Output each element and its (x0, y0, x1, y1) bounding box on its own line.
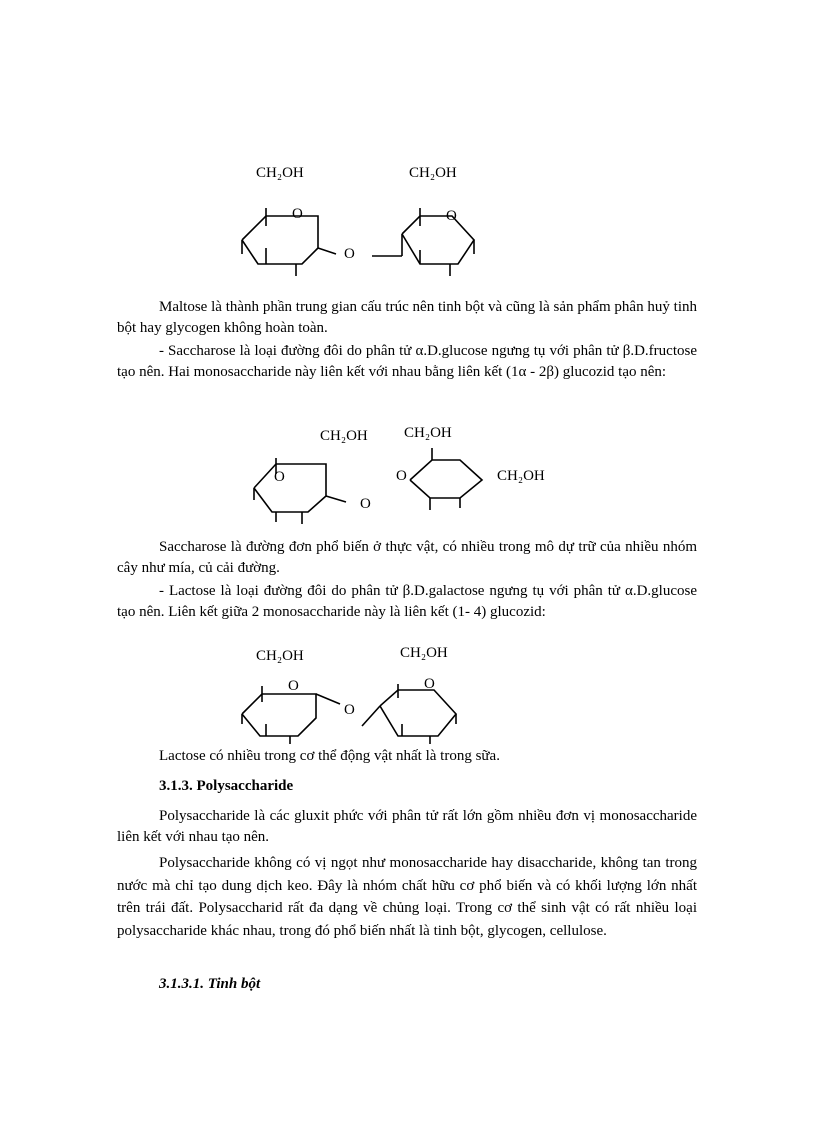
paragraph-lactose: Lactose có nhiều trong cơ thể động vật nhất là trong sữa. (159, 748, 500, 764)
maltose-structure-diagram (0, 150, 816, 280)
paragraph-saccharose: Saccharose là đường đơn phổ biến ở thực vật, có nhiều trong mô dự trữ của nhiều nhóm cây như mía, củ cải đường. (117, 539, 697, 576)
saccharose-right-ring (410, 460, 482, 498)
saccharose-ch2oh-right-top: CH₂OH (404, 425, 452, 441)
lactose-right-ring (380, 690, 456, 736)
maltose-ring-o-left: O (292, 206, 303, 222)
lactose-bridge-o: O (344, 702, 355, 718)
lactose-ch2oh-right: CH₂OH (400, 645, 448, 661)
saccharose-ch2oh-left: CH₂OH (320, 428, 368, 444)
paragraph-polysaccharide-definition: Polysaccharide là các gluxit phức với phân tử rất lớn gồm nhiều đơn vị monosaccharide liên kết với nhau tạo nên. (117, 808, 697, 845)
saccharose-left-ring (254, 464, 326, 512)
saccharose-structure-svg (0, 418, 816, 528)
paragraph-polysaccharide-properties: Polysaccharide không có vị ngọt như monosaccharide hay disaccharide, không tan trong nước mà chỉ tạo dung dịch keo. Đây là nhóm chất hữu cơ phổ biến và có khối lượng lớn nhất trên trái đất. Polysaccharid rất đa dạng về chủng loại. Trong cơ thể sinh vật có rất nhiều loại polysaccharide khác nhau, trong đó phổ biến nhất là tinh bột, glycogen, cellulose. (117, 855, 697, 939)
maltose-ch2oh-right: CH₂OH (409, 165, 457, 181)
paragraph-lactose-intro: - Lactose là loại đường đôi do phân tử β.D.galactose ngưng tụ với phân tử α.D.glucose tạo nên. Liên kết giữa 2 monosaccharide này là liên kết (1- 4) glucozid: (117, 583, 697, 620)
saccharose-bridge-o: O (360, 496, 371, 512)
maltose-ring-o-right: O (446, 208, 457, 224)
saccharose-ch2oh-right-side: CH₂OH (497, 468, 545, 484)
subsection-heading-tinh-bot: 3.1.3.1. Tinh bột (159, 976, 261, 992)
lactose-ring-o-right: O (424, 676, 435, 692)
lactose-structure-svg (0, 640, 816, 746)
saccharose-structure-diagram (0, 418, 816, 528)
maltose-ch2oh-left: CH₂OH (256, 165, 304, 181)
lactose-ch2oh-left: CH₂OH (256, 648, 304, 664)
maltose-structure-svg (0, 150, 816, 280)
saccharose-ring-o-right: O (396, 468, 407, 484)
maltose-left-ring (242, 216, 318, 264)
paragraph-maltose: Maltose là thành phần trung gian cấu trúc nên tinh bột và cũng là sản phẩm phân huỷ tinh bột hay glycogen không hoàn toàn. (117, 299, 697, 336)
maltose-right-ring (402, 216, 474, 264)
lactose-ring-o-left: O (288, 678, 299, 694)
saccharose-ring-o-left: O (274, 469, 285, 485)
lactose-left-ring (242, 694, 316, 736)
maltose-bridge-o: O (344, 246, 355, 262)
paragraph-saccharose-intro: - Saccharose là loại đường đôi do phân tử α.D.glucose ngưng tụ với phân tử β.D.fructose tạo nên. Hai monosaccharide này liên kết với nhau bằng liên kết (1α - 2β) glucozid tạo nên: (117, 343, 697, 380)
section-heading-polysaccharide: 3.1.3. Polysaccharide (159, 778, 294, 794)
lactose-structure-diagram (0, 640, 816, 746)
